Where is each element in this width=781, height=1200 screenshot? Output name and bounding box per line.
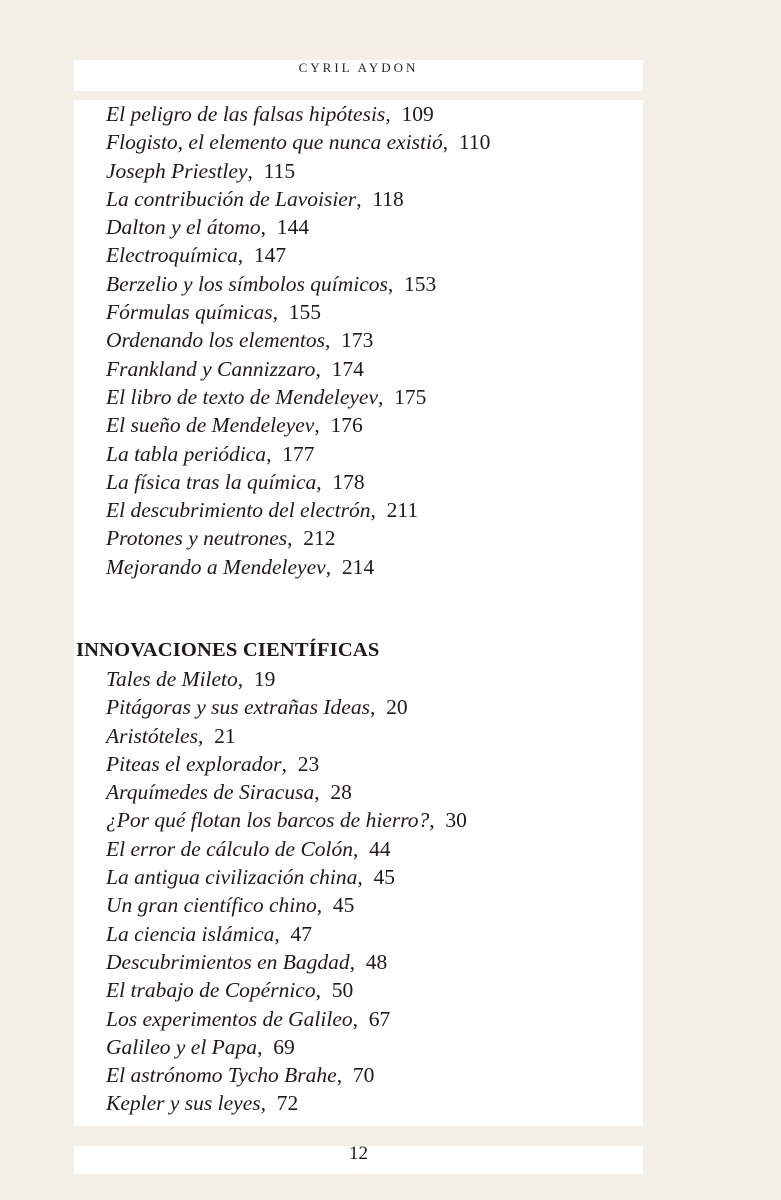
entry-page-number: 30 bbox=[445, 808, 467, 833]
index-entry bbox=[106, 185, 490, 213]
entry-page-number: 45 bbox=[332, 893, 355, 918]
entry-separator: , bbox=[287, 526, 304, 551]
entry-separator: , bbox=[357, 865, 374, 890]
index-entry bbox=[106, 468, 490, 496]
entry-separator: , bbox=[316, 469, 333, 494]
entry-separator: , bbox=[272, 300, 289, 325]
entry-page-number: 177 bbox=[282, 441, 315, 466]
entry-page-number: 110 bbox=[458, 130, 491, 155]
entry-title: Piteas el explorador bbox=[106, 751, 282, 776]
entry-separator: , bbox=[442, 130, 459, 155]
entry-separator: , bbox=[257, 1034, 274, 1059]
index-entry bbox=[106, 100, 490, 128]
footer-strip bbox=[74, 1143, 643, 1174]
entry-page-number: 44 bbox=[369, 836, 391, 861]
entry-separator: , bbox=[315, 356, 332, 381]
entry-page-number: 45 bbox=[373, 865, 396, 890]
entry-title: El astrónomo Tycho Brahe bbox=[106, 1063, 337, 1088]
entry-separator: , bbox=[237, 667, 254, 691]
index-entry bbox=[106, 326, 490, 354]
entry-title: Descubrimientos en Bagdad bbox=[106, 949, 350, 974]
entry-title: Tales de Mileto bbox=[106, 667, 238, 691]
index-entry bbox=[106, 524, 490, 552]
entry-title: Pitágoras y sus extrañas Ideas bbox=[106, 695, 370, 720]
entry-separator: , bbox=[266, 441, 283, 466]
index-entry bbox=[106, 1005, 467, 1033]
entry-page-number: 21 bbox=[214, 723, 236, 748]
entry-separator: , bbox=[247, 158, 264, 183]
index-entry bbox=[106, 1089, 467, 1117]
entry-separator: , bbox=[260, 215, 277, 240]
entry-title: El descubrimiento del electrón bbox=[106, 498, 371, 523]
entry-separator: , bbox=[315, 978, 332, 1003]
index-entry bbox=[106, 778, 467, 806]
running-head: CYRIL AYDON bbox=[298, 60, 419, 75]
entry-title: La ciencia islámica bbox=[106, 921, 275, 946]
entry-separator: , bbox=[352, 1006, 369, 1031]
entry-title: Fórmulas químicas bbox=[106, 300, 273, 325]
entry-page-number: 20 bbox=[386, 695, 408, 720]
entry-separator: , bbox=[237, 243, 254, 268]
page-number: 12 bbox=[349, 1143, 368, 1164]
index-entry bbox=[106, 496, 490, 524]
entry-title: Frankland y Cannizzaro bbox=[106, 356, 316, 381]
entry-title: Berzelio y los símbolos químicos bbox=[106, 271, 388, 296]
entry-title: Protones y neutrones bbox=[106, 526, 288, 551]
section-entry-list bbox=[106, 665, 467, 1118]
entry-page-number: 70 bbox=[352, 1063, 375, 1088]
entry-title: El error de cálculo de Colón bbox=[106, 836, 354, 861]
index-entry bbox=[106, 806, 467, 834]
entry-title: El sueño de Mendeleyev bbox=[106, 413, 315, 438]
entry-page-number: 47 bbox=[290, 921, 313, 946]
entry-separator: , bbox=[260, 1091, 277, 1116]
entry-title: La contribución de Lavoisier bbox=[106, 186, 357, 211]
entry-separator: , bbox=[314, 780, 331, 805]
entry-title: Flogisto, el elemento que nunca existió bbox=[106, 130, 443, 155]
index-page-body bbox=[74, 100, 643, 1126]
entry-page-number: 28 bbox=[330, 780, 352, 805]
entry-title: La antigua civilización china bbox=[106, 865, 358, 890]
entry-page-number: 19 bbox=[253, 667, 276, 691]
entry-separator: , bbox=[325, 554, 342, 579]
entry-title: Mejorando a Mendeleyev bbox=[106, 554, 326, 579]
entry-separator: , bbox=[356, 186, 373, 211]
entry-page-number: 115 bbox=[263, 158, 296, 183]
entry-title: La física tras la química bbox=[106, 469, 317, 494]
entry-page-number: 211 bbox=[386, 498, 419, 523]
section-heading: INNOVACIONES CIENTÍFICAS bbox=[76, 639, 380, 661]
entry-page-number: 69 bbox=[273, 1034, 295, 1059]
entry-title: ¿Por qué flotan los barcos de hierro? bbox=[106, 808, 430, 833]
entry-title: Kepler y sus leyes bbox=[106, 1091, 261, 1116]
entry-page-number: 176 bbox=[330, 413, 363, 438]
entry-separator: , bbox=[314, 413, 331, 438]
index-entry bbox=[106, 383, 490, 411]
entry-title: Joseph Priestley bbox=[106, 158, 248, 183]
entry-separator: , bbox=[316, 893, 333, 918]
entry-page-number: 173 bbox=[341, 328, 374, 353]
entry-page-number: 153 bbox=[404, 271, 437, 296]
index-entry bbox=[106, 665, 467, 693]
entry-title: Los experimentos de Galileo bbox=[106, 1006, 353, 1031]
index-entry bbox=[106, 920, 467, 948]
entry-page-number: 118 bbox=[372, 186, 404, 211]
index-entry bbox=[106, 891, 467, 919]
entry-separator: , bbox=[378, 384, 395, 409]
index-entry bbox=[106, 241, 490, 269]
entry-page-number: 147 bbox=[253, 243, 287, 268]
entry-page-number: 72 bbox=[276, 1091, 299, 1116]
entry-title: Galileo y el Papa bbox=[106, 1034, 258, 1059]
entry-page-number: 175 bbox=[394, 384, 427, 409]
entry-page-number: 214 bbox=[341, 554, 375, 579]
entry-page-number: 174 bbox=[331, 356, 364, 381]
entry-separator: , bbox=[197, 723, 215, 748]
index-entry bbox=[106, 553, 490, 581]
entry-page-number: 50 bbox=[331, 978, 354, 1003]
entry-title: Ordenando los elementos bbox=[106, 328, 325, 353]
entry-title: El libro de texto de Mendeleyev bbox=[106, 384, 379, 409]
index-entry bbox=[106, 157, 490, 185]
entry-separator: , bbox=[336, 1063, 353, 1088]
entry-separator: , bbox=[370, 498, 387, 523]
entry-title: Electroquímica bbox=[106, 243, 238, 268]
entry-title: Aristóteles bbox=[106, 723, 198, 748]
entry-separator: , bbox=[385, 102, 402, 126]
entry-separator: , bbox=[429, 808, 446, 833]
index-entry bbox=[106, 835, 467, 863]
entry-title: Un gran científico chino bbox=[106, 893, 317, 918]
index-entry bbox=[106, 750, 467, 778]
index-entry bbox=[106, 863, 467, 891]
entry-title: El trabajo de Copérnico bbox=[106, 978, 316, 1003]
index-entry bbox=[106, 411, 490, 439]
entry-separator: , bbox=[281, 751, 298, 776]
entry-separator: , bbox=[387, 271, 404, 296]
index-entry bbox=[106, 355, 490, 383]
index-entry bbox=[106, 1061, 467, 1089]
entry-page-number: 155 bbox=[288, 300, 321, 325]
entry-page-number: 48 bbox=[365, 949, 388, 974]
entry-page-number: 109 bbox=[401, 102, 434, 126]
index-entry bbox=[106, 440, 490, 468]
entry-separator: , bbox=[353, 836, 370, 861]
entry-page-number: 212 bbox=[303, 526, 336, 551]
index-entry bbox=[106, 1033, 467, 1061]
entry-title: Arquímedes de Siracusa bbox=[106, 780, 315, 805]
index-entry bbox=[106, 693, 467, 721]
index-entry bbox=[106, 722, 467, 750]
entry-title: El peligro de las falsas hipótesis bbox=[106, 102, 386, 126]
index-entry bbox=[106, 128, 490, 156]
entry-separator: , bbox=[369, 695, 387, 720]
entry-page-number: 67 bbox=[368, 1006, 391, 1031]
continued-entry-list bbox=[106, 100, 490, 581]
index-entry bbox=[106, 213, 490, 241]
entry-page-number: 23 bbox=[297, 751, 320, 776]
entry-separator: , bbox=[274, 921, 291, 946]
entry-page-number: 178 bbox=[332, 469, 365, 494]
index-entry bbox=[106, 298, 490, 326]
index-entry bbox=[106, 948, 467, 976]
header-strip bbox=[74, 60, 643, 91]
index-entry bbox=[106, 976, 467, 1004]
index-entry bbox=[106, 270, 490, 298]
entry-separator: , bbox=[349, 949, 366, 974]
entry-page-number: 144 bbox=[276, 215, 310, 240]
entry-title: Dalton y el átomo bbox=[106, 215, 261, 240]
entry-separator: , bbox=[324, 328, 342, 353]
entry-title: La tabla periódica bbox=[106, 441, 267, 466]
